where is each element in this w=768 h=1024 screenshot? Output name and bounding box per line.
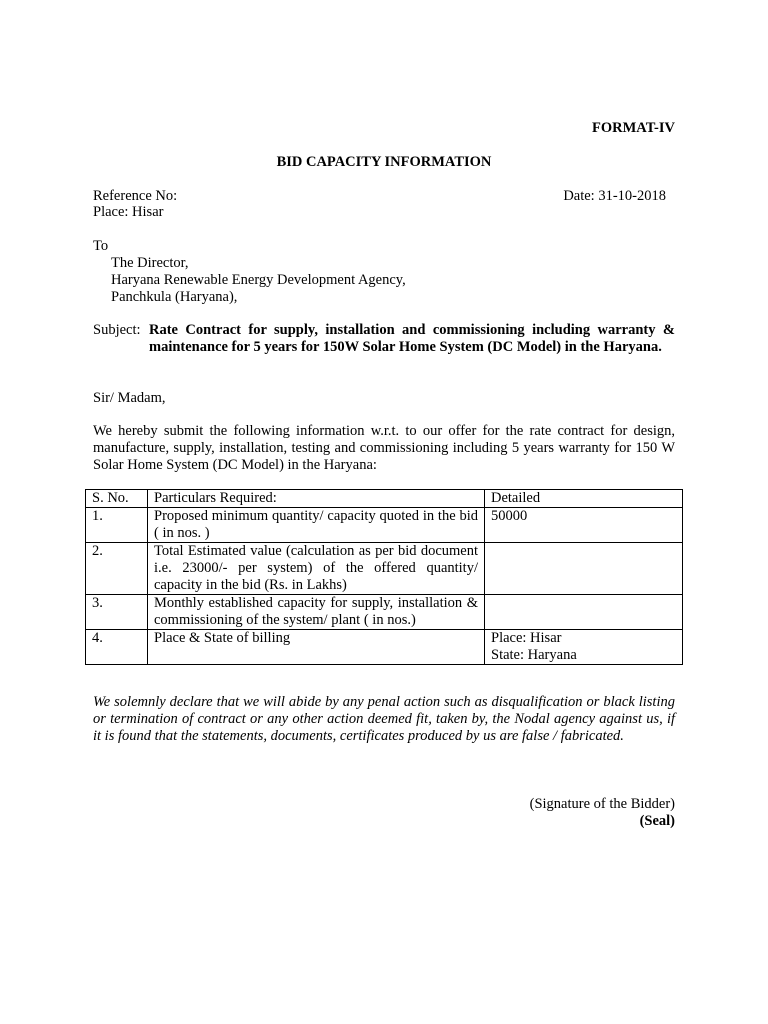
cell-sno: 3.: [86, 595, 148, 630]
cell-detail: [485, 630, 683, 665]
cell-particular: Total Estimated value (calculation as per bid document i.e. 23000/- per system) of the offered quantity/ capacity in the bid (Rs. in Lakhs): [148, 543, 485, 595]
seal-label: (Seal): [639, 813, 675, 829]
billing-state: State: Haryana: [491, 647, 577, 663]
cell-detail: [485, 543, 683, 595]
reference-number: Reference No:: [93, 188, 178, 204]
address-to: To: [93, 238, 109, 254]
table-header-row: [86, 490, 683, 508]
signature-label: (Signature of the Bidder): [529, 796, 675, 812]
address-line: Haryana Renewable Energy Development Agency,: [111, 272, 406, 288]
cell-particular: Monthly established capacity for supply, installation & commissioning of the system/ plant ( in nos.): [148, 595, 485, 630]
billing-place: Place: Hisar: [491, 630, 562, 646]
cell-particular: Proposed minimum quantity/ capacity quoted in the bid ( in nos. ): [148, 508, 485, 543]
table-row: [86, 543, 683, 595]
bid-capacity-table: [85, 489, 683, 665]
subject-label: Subject:: [93, 322, 141, 338]
declaration-paragraph: We solemnly declare that we will abide by any penal action such as disqualification or black listing or termination of contract or any other action deemed fit, taken by, the Nodal agency against us, if it is found that the statements, documents, certificates produced by us are false / fabricated.: [93, 694, 675, 744]
cell-sno: 1.: [86, 508, 148, 543]
header-detailed: Detailed: [485, 490, 683, 508]
document-place: Place: Hisar: [93, 204, 164, 220]
table-row: [86, 508, 683, 543]
subject-text: Rate Contract for supply, installation and commissioning including warranty & maintenance for 5 years for 150W Solar Home System (DC Model) in the Haryana.: [149, 322, 675, 355]
cell-sno: 2.: [86, 543, 148, 595]
cell-particular: Place & State of billing: [148, 630, 485, 665]
table-row: [86, 630, 683, 665]
cell-detail: [485, 595, 683, 630]
address-line: Panchkula (Haryana),: [111, 289, 238, 305]
document-date: Date: 31-10-2018: [563, 188, 666, 204]
cell-detail: 50000: [485, 508, 683, 543]
header-sno: S. No.: [86, 490, 148, 508]
table-row: [86, 595, 683, 630]
header-particulars: Particulars Required:: [148, 490, 485, 508]
format-label: FORMAT-IV: [592, 120, 675, 136]
address-line: The Director,: [111, 255, 189, 271]
intro-paragraph: We hereby submit the following information w.r.t. to our offer for the rate contract for design, manufacture, supply, installation, testing and commissioning including 5 years warranty for 150 W Solar Home System (DC Model) in the Haryana:: [93, 423, 675, 473]
salutation: Sir/ Madam,: [93, 390, 166, 406]
cell-sno: 4.: [86, 630, 148, 665]
document-title: BID CAPACITY INFORMATION: [276, 154, 492, 170]
